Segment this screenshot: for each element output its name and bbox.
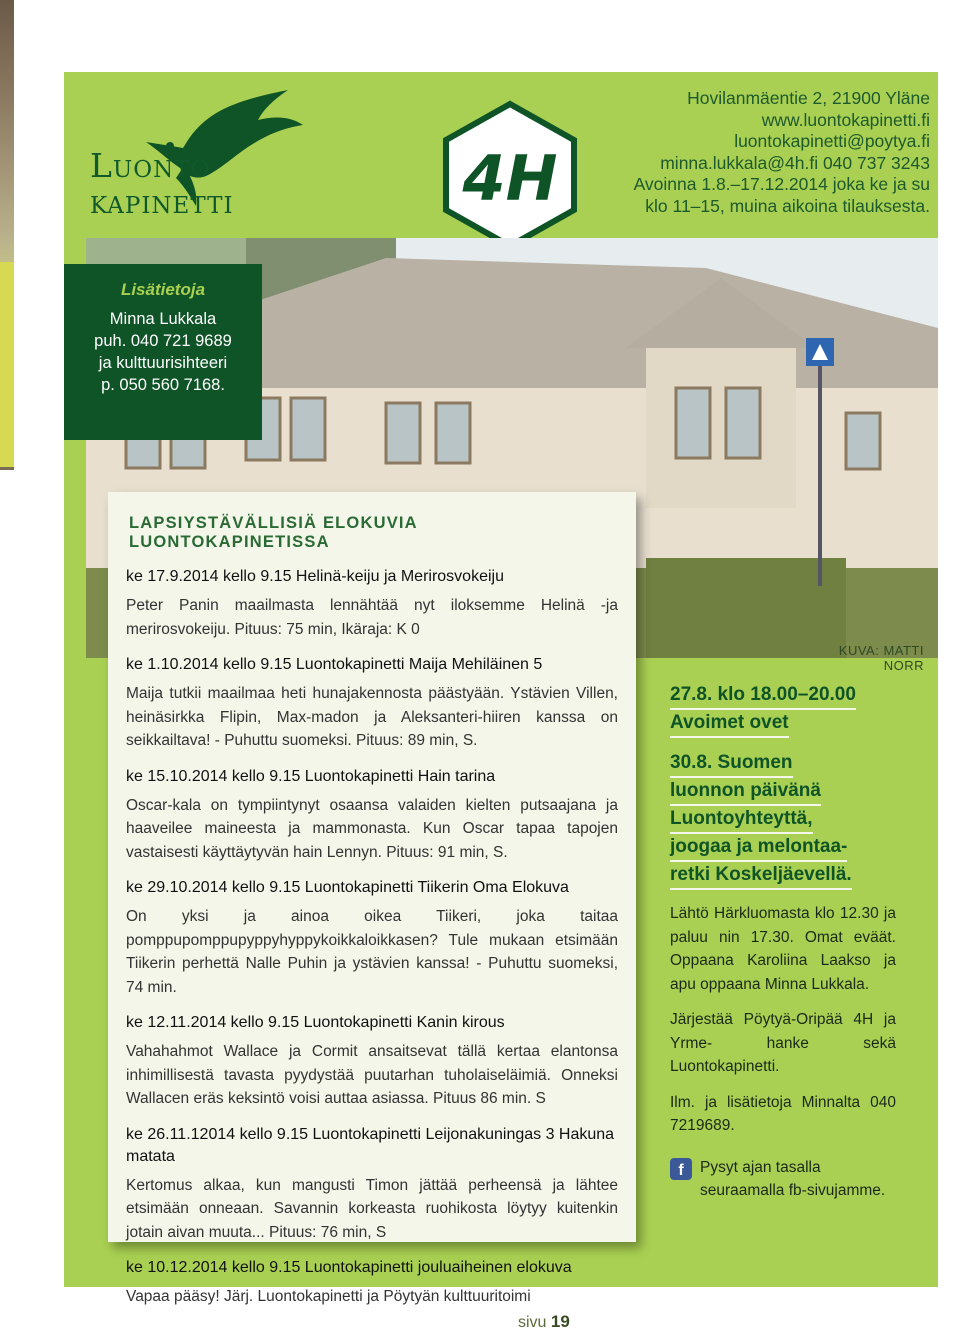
page-number: sivu 19 xyxy=(518,1312,570,1331)
event-heading: ke 15.10.2014 kello 9.15 Luontokapinetti Hain tarina xyxy=(126,767,496,785)
right-column xyxy=(670,682,896,1202)
event-description: Oscar-kala on tympiintynyt osaansa valaiden kielten putsaajana ja haaveilee maineesta ja mammonasta. Kun Oscar tapaa tapojen vastaisesti käyttäytyvän hain Lennyn. Pituus: 91 min, S. xyxy=(126,796,618,861)
contact-email-phone: minna.lukkala@4h.fi 040 737 3243 xyxy=(660,152,930,173)
event-description: On yksi ja ainoa oikea Tiikeri, joka taitaa pomppupomppupyppyhyppykoikkaloikkasen? Tule mukaan etsimään Tiikerin perhettä Nalle Puhin ja ystävien kanssa! - Puhuttu suomeksi, 74 min. xyxy=(126,908,618,996)
event-heading: ke 26.11.12014 kello 9.15 Luontokapinetti Leijonakuningas 3 Hakuna matata xyxy=(126,1125,615,1165)
event-description: Vahahahmot Wallace ja Cormit ansaitsevat tällä kertaa elantonsa inhimillisestä tavasta pyydystää puutarhan tuholaiseläimiä. Onneksi Wallacen eräs keksintö voisi auttaa asiassa. Pituus 86 min. S xyxy=(126,1043,618,1107)
facebook-notice[interactable] xyxy=(670,1156,896,1202)
nature-day-details: Lähtö Härkluomasta klo 12.30 ja paluu nin 17.30. Omat eväät. Oppaana Karoliina Laakso ja apu oppaana Minna Lukkala. xyxy=(670,905,896,993)
contact-website[interactable]: www.luontokapinetti.fi xyxy=(761,109,930,130)
open-doors-heading: 27.8. klo 18.00–20.00 Avoimet ovet xyxy=(670,682,896,738)
opening-dates: Avoinna 1.8.–17.12.2014 joka ke ja su xyxy=(633,174,930,194)
event-item xyxy=(126,877,618,999)
logo-wordmark: Luonto kapinetti xyxy=(90,146,234,221)
info-role: ja kulttuurisihteeri xyxy=(98,354,228,372)
event-item xyxy=(126,766,618,865)
photo-credit: KUVA: MATTI NORR xyxy=(838,643,924,673)
nature-day-heading: 30.8. Suomen luonnon päivänä Luontoyhteyttä, joogaa ja melontaa- retki Koskeljäevellä. xyxy=(670,750,896,890)
contact-address: Hovilanmäentie 2, 21900 Yläne xyxy=(687,88,930,108)
event-description: Vapaa pääsy! Järj. Luontokapinetti ja Pöytyän kulttuuritoimi xyxy=(126,1288,531,1305)
event-description: Peter Panin maailmasta lennähtää nyt iloksemme Helinä -ja merirosvokeiju. Pituus: 75 min, Ikäraja: K 0 xyxy=(126,597,618,638)
event-heading: ke 1.10.2014 kello 9.15 Luontokapinetti Maija Mehiläinen 5 xyxy=(126,656,543,673)
info-contact-name: Minna Lukkala xyxy=(109,310,217,328)
event-heading: ke 12.11.2014 kello 9.15 Luontokapinetti Kanin kirous xyxy=(126,1014,505,1031)
event-description: Kertomus alkaa, kun mangusti Timon jättää perheensä ja lähtee etsimään onneaan. Savannin korkeasta ruohikosta löytyy kuitenkin jotain aivan muuta... Pituus: 76 min, S xyxy=(126,1176,618,1241)
event-item xyxy=(126,566,618,641)
film-program-card xyxy=(108,492,636,1305)
event-item xyxy=(126,1124,618,1245)
event-heading: ke 10.12.2014 kello 9.15 Luontokapinetti jouluaiheinen elokuva xyxy=(126,1259,572,1276)
event-heading: ke 29.10.2014 kello 9.15 Luontokapinetti Tiikerin Oma Elokuva xyxy=(126,879,569,896)
event-item xyxy=(126,654,618,753)
left-edge-photo-strip xyxy=(0,0,14,470)
registration-text: Ilm. ja lisätietoja Minnalta 040 7219689. xyxy=(670,1093,896,1134)
4h-badge-logo xyxy=(440,100,580,250)
event-description: Maija tutkii maailmaa heti hunajakennosta päästyään. Ystävien Villen, heinäsirkka Flipin, Max-madon ja Aleksanteri-hiiren kanssa on seikkailtava! - Puhuttu suomeksi. Pituus: 89 min, S. xyxy=(126,685,618,749)
opening-hours: klo 11–15, muina aikoina tilauksesta. xyxy=(645,195,930,216)
event-item xyxy=(126,1257,618,1309)
facebook-text: Pysyt ajan tasalla seuraamalla fb-sivujamme. xyxy=(700,1158,886,1199)
contact-info xyxy=(634,88,930,217)
organizers-text: Järjestää Pöytyä-Oripää 4H ja Yrme- hanke sekä Luontokapinetti. xyxy=(670,1011,896,1075)
4h-badge-text: 4H xyxy=(462,142,558,215)
facebook-icon[interactable]: f xyxy=(670,1158,692,1180)
info-box-title: Lisätietoja xyxy=(120,280,206,299)
event-item xyxy=(126,1012,618,1111)
info-phone-2: p. 050 560 7168. xyxy=(101,376,225,394)
event-heading: ke 17.9.2014 kello 9.15 Helinä-keiju ja Merirosvokeiju xyxy=(126,568,504,585)
program-title: LAPSIYSTÄVÄLLISIÄ ELOKUVIA LUONTOKAPINETISSA xyxy=(129,514,418,551)
info-box xyxy=(64,264,262,440)
info-phone: puh. 040 721 9689 xyxy=(94,332,232,350)
contact-email[interactable]: luontokapinetti@poytya.fi xyxy=(734,131,930,151)
